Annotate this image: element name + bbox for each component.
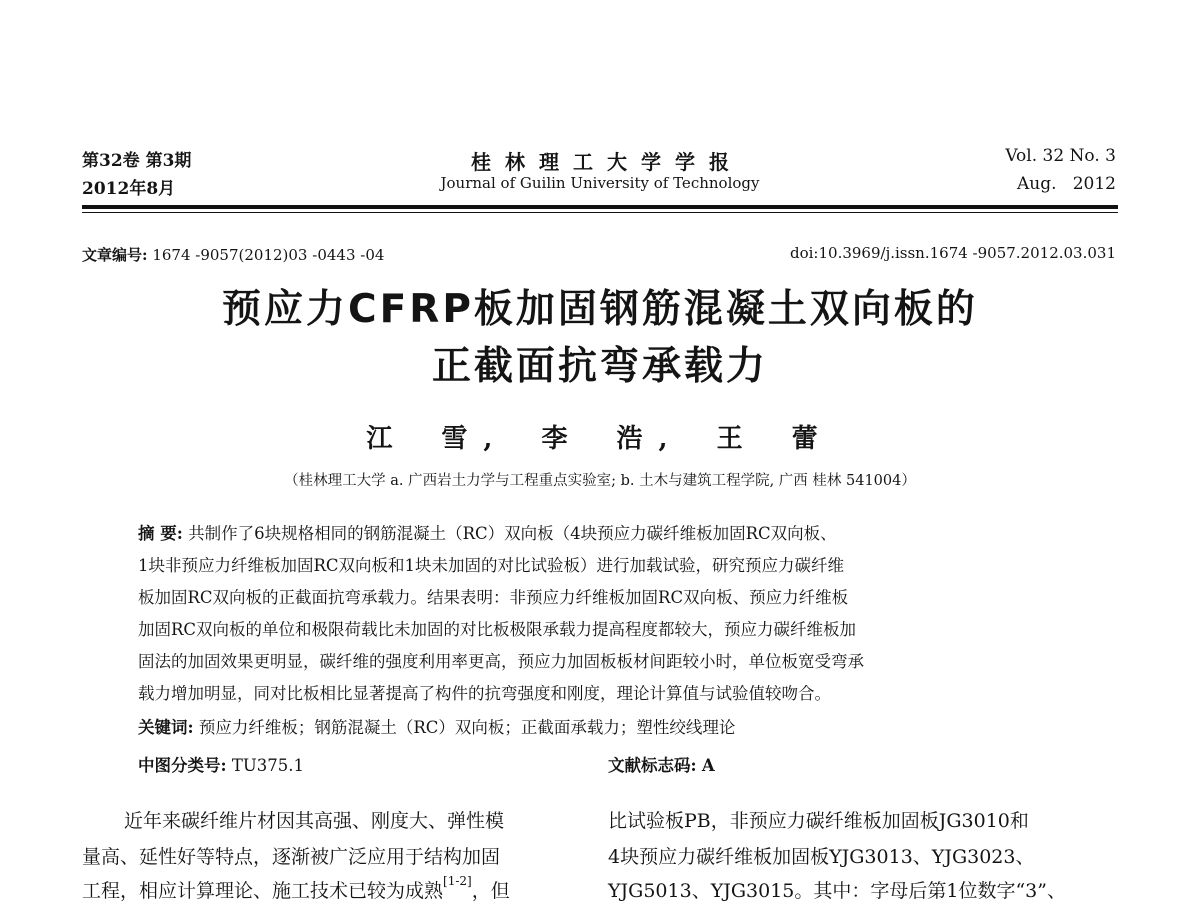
document-code-value: A (701, 756, 715, 775)
doi: doi:10.3969/j.issn.1674 -9057.2012.03.031 (790, 244, 1116, 262)
volume-issue-cn: 第32卷 第3期 (82, 151, 192, 171)
keywords-text: 预应力纤维板；钢筋混凝土（RC）双向板；正截面承载力；塑性绞线理论 (198, 718, 736, 737)
paper-title-line-1: 预应力CFRP板加固钢筋混凝土双向板的 (222, 287, 978, 332)
keywords (138, 714, 735, 738)
clc-label: 中图分类号: (138, 756, 227, 775)
abstract-label: 摘 要: (138, 524, 183, 543)
keywords-label: 关键词: (138, 718, 194, 737)
document-code-label: 文献标志码: (608, 756, 697, 775)
body-left-line-1: 近年来碳纤维片材因其高强、刚度大、弹性模 (124, 810, 505, 832)
abstract-text: 共制作了6块规格相同的钢筋混凝土（RC）双向板（4块预应力碳纤维板加固RC双向板、 (188, 524, 837, 543)
date-en: Aug. 2012 (1017, 174, 1116, 194)
volume-issue-en: Vol. 32 No. 3 (1005, 146, 1116, 166)
body-right-line-1: 比试验板PB，非预应力碳纤维板加固板JG3010和 (608, 810, 1029, 832)
header-rule-thin (82, 212, 1118, 213)
abstract-line-6: 载力增加明显，同对比板相比显著提高了构件的抗弯强度和刚度，理论计算值与试验值较吻合。 (138, 684, 831, 703)
article-number (82, 244, 384, 265)
abstract-line-4: 加固RC双向板的单位和极限荷载比未加固的对比板极限承载力提高程度都较大，预应力碳纤维板加 (138, 620, 857, 639)
abstract-line-5: 固法的加固效果更明显，碳纤维的强度利用率更高，预应力加固板板材间距较小时，单位板宽受弯承 (138, 652, 864, 671)
paper-title-line-2: 正截面抗弯承载力 (431, 344, 768, 389)
abstract-line-1 (138, 520, 837, 544)
abstract-line-3: 板加固RC双向板的正截面抗弯承载力。结果表明：非预应力纤维板加固RC双向板、预应力纤维板 (138, 588, 849, 607)
article-number-value: 1674 -9057(2012)03 -0443 -04 (152, 246, 385, 264)
authors: 江 雪, 李 浩, 王 蕾 (366, 424, 834, 454)
body-right-line-3: YJG5013、YJG3015。其中：字母后第1位数字“3”、 (608, 880, 1066, 902)
body-left-line-2: 量高、延性好等特点，逐渐被广泛应用于结构加固 (82, 846, 501, 868)
body-left-line-3-end: ，但 (471, 880, 510, 902)
affiliation: （桂林理工大学 a. 广西岩土力学与工程重点实验室; b. 土木与建筑工程学院, 广西 桂林 541004） (284, 473, 916, 489)
document-code (608, 752, 715, 776)
body-left-line-3 (82, 876, 510, 903)
clc-value: TU375.1 (231, 756, 304, 775)
citation-ref: [1-2] (443, 874, 472, 888)
clc-number (138, 752, 304, 776)
date-cn: 2012年8月 (82, 179, 176, 199)
journal-title-cn: 桂林理工大学学报 (471, 150, 743, 174)
abstract-line-2: 1块非预应力纤维板加固RC双向板和1块未加固的对比试验板）进行加载试验，研究预应力碳纤维 (138, 556, 845, 575)
journal-title-en: Journal of Guilin University of Technology (440, 174, 760, 192)
article-number-label: 文章编号: (82, 246, 148, 264)
body-left-line-3-text: 工程，相应计算理论、施工技术已较为成熟 (82, 880, 444, 902)
header-rule-thick (82, 205, 1118, 209)
body-right-line-2: 4块预应力碳纤维板加固板YJG3013、YJG3023、 (608, 846, 1035, 868)
